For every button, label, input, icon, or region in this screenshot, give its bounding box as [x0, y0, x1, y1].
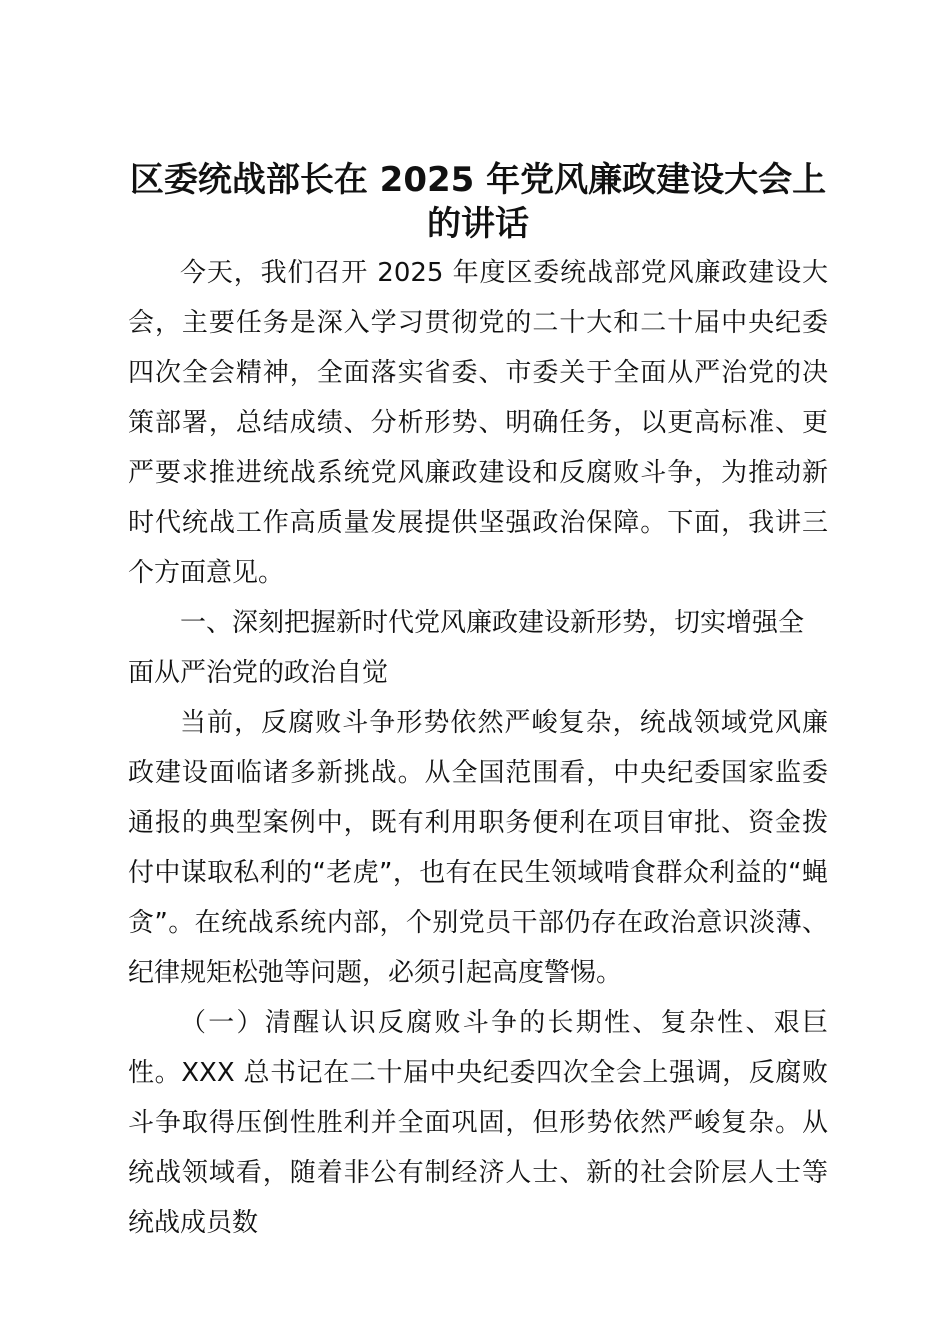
title-line-1: 区委统战部长在 2025 年党风廉政建设大会上 — [129, 160, 827, 200]
subsection-paragraph-1: （一）清醒认识反腐败斗争的长期性、复杂性、艰巨性。XXX 总书记在二十届中央纪委四次全会上强调，反腐败斗争取得压倒性胜利并全面巩固，但形势依然严峻复杂。从统战领域看，随着非公有制经济人士、新的社会阶层人士等统战成员数 — [128, 1008, 828, 1238]
section-heading-1: 一、深刻把握新时代党风廉政建设新形势，切实增强全面从严治党的政治自觉 — [128, 608, 805, 688]
body-paragraph: 当前，反腐败斗争形势依然严峻复杂，统战领域党风廉政建设面临诸多新挑战。从全国范围看，中央纪委国家监委通报的典型案例中，既有利用职务便利在项目审批、资金拨付中谋取私利的“老虎”，也有在民生领域啃食群众利益的“蝇贪”。在统战系统内部，个别党员干部仍存在政治意识淡薄、纪律规矩松弛等问题，必须引起高度警惕。 — [128, 708, 828, 988]
document-title — [104, 158, 852, 246]
document-page — [128, 150, 828, 1248]
intro-paragraph: 今天，我们召开 2025 年度区委统战部党风廉政建设大会，主要任务是深入学习贯彻党的二十大和二十届中央纪委四次全会精神，全面落实省委、市委关于全面从严治党的决策部署，总结成绩、分析形势、明确任务，以更高标准、更严要求推进统战系统党风廉政建设和反腐败斗争，为推动新时代统战工作高质量发展提供坚强政治保障。下面，我讲三个方面意见。 — [128, 258, 828, 588]
title-line-2: 的讲话 — [427, 204, 529, 244]
